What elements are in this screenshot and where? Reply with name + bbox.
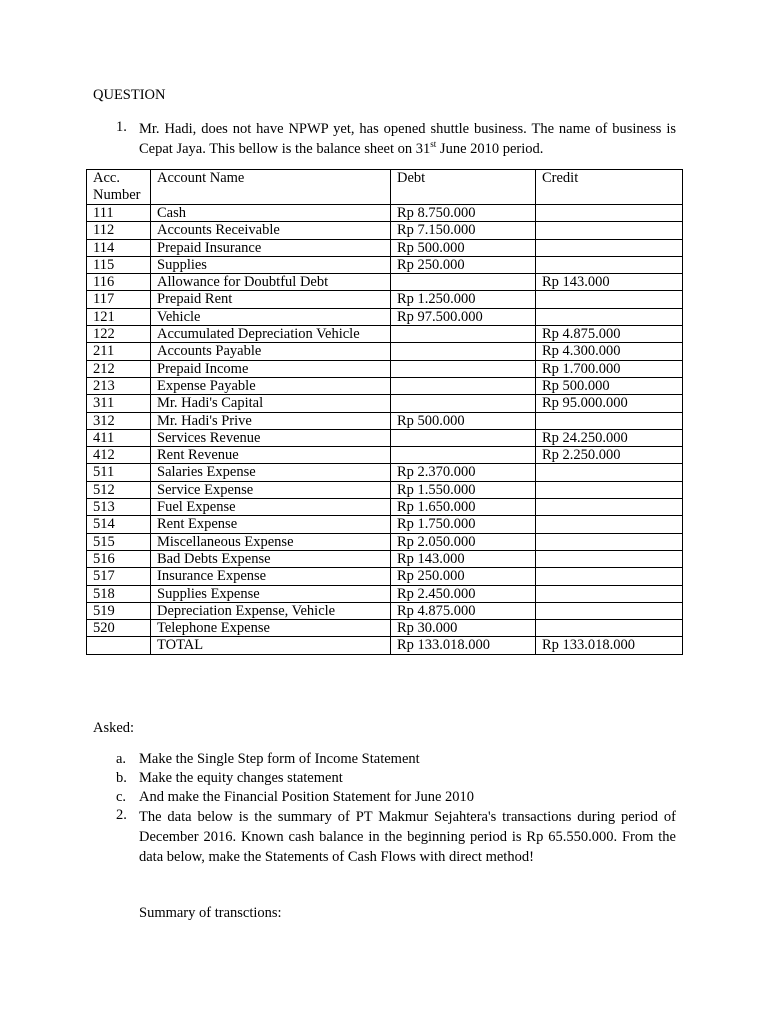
debt-cell: Rp 133.018.000 — [391, 637, 536, 654]
table-row — [87, 602, 683, 619]
debt-cell: Rp 1.650.000 — [391, 499, 536, 516]
debt-cell — [391, 274, 536, 291]
account-name-cell: Rent Revenue — [151, 447, 391, 464]
table-row — [87, 585, 683, 602]
header-credit: Credit — [536, 170, 683, 205]
question-1-number: 1. — [116, 119, 127, 135]
credit-cell — [536, 481, 683, 498]
acc-number-cell: 211 — [87, 343, 151, 360]
acc-number-cell: 115 — [87, 256, 151, 273]
account-name-cell: Vehicle — [151, 308, 391, 325]
acc-number-cell: 412 — [87, 447, 151, 464]
debt-cell: Rp 4.875.000 — [391, 602, 536, 619]
account-name-cell: Miscellaneous Expense — [151, 533, 391, 550]
asked-item-b: b. Make the equity changes statement — [116, 770, 343, 786]
question-1-text: Mr. Hadi, does not have NPWP yet, has opened shuttle business. The name of business is Cepat Jaya. This bellow is the balance sheet on 31st June 2010 period. — [139, 121, 676, 157]
acc-number-cell: 515 — [87, 533, 151, 550]
credit-cell: Rp 143.000 — [536, 274, 683, 291]
account-name-cell: Mr. Hadi's Prive — [151, 412, 391, 429]
acc-number-cell: 117 — [87, 291, 151, 308]
account-name-cell: Services Revenue — [151, 429, 391, 446]
debt-cell: Rp 143.000 — [391, 550, 536, 567]
acc-number-cell: 514 — [87, 516, 151, 533]
account-name-cell: Supplies Expense — [151, 585, 391, 602]
credit-cell — [536, 291, 683, 308]
acc-number-cell: 518 — [87, 585, 151, 602]
credit-cell — [536, 585, 683, 602]
table-row — [87, 620, 683, 637]
table-row — [87, 326, 683, 343]
account-name-cell: Depreciation Expense, Vehicle — [151, 602, 391, 619]
debt-cell — [391, 447, 536, 464]
table-row — [87, 464, 683, 481]
table-row — [87, 343, 683, 360]
asked-item-a: a. Make the Single Step form of Income Statement — [116, 751, 420, 767]
acc-number-cell — [87, 637, 151, 654]
debt-cell: Rp 8.750.000 — [391, 205, 536, 222]
debt-cell: Rp 250.000 — [391, 568, 536, 585]
acc-number-cell: 513 — [87, 499, 151, 516]
table-row — [87, 274, 683, 291]
asked-label: Asked: — [93, 720, 135, 736]
debt-cell — [391, 343, 536, 360]
table-row — [87, 256, 683, 273]
debt-cell: Rp 1.550.000 — [391, 481, 536, 498]
credit-cell — [536, 205, 683, 222]
acc-number-cell: 311 — [87, 395, 151, 412]
table-row — [87, 205, 683, 222]
credit-cell — [536, 602, 683, 619]
acc-number-cell: 213 — [87, 377, 151, 394]
question-1 — [116, 119, 676, 159]
debt-cell: Rp 500.000 — [391, 412, 536, 429]
trial-balance-table — [86, 169, 683, 655]
account-name-cell: TOTAL — [151, 637, 391, 654]
credit-cell: Rp 24.250.000 — [536, 429, 683, 446]
acc-number-cell: 512 — [87, 481, 151, 498]
account-name-cell: Fuel Expense — [151, 499, 391, 516]
acc-number-cell: 114 — [87, 239, 151, 256]
table-row — [87, 516, 683, 533]
summary-label: Summary of transctions: — [139, 905, 282, 921]
account-name-cell: Prepaid Income — [151, 360, 391, 377]
table-row — [87, 239, 683, 256]
account-name-cell: Allowance for Doubtful Debt — [151, 274, 391, 291]
account-name-cell: Prepaid Insurance — [151, 239, 391, 256]
acc-number-cell: 212 — [87, 360, 151, 377]
table-row — [87, 308, 683, 325]
question-2-text: The data below is the summary of PT Makmur Sejahtera's transactions during period of December 2016. Known cash balance in the beginning period is Rp 65.550.000. From the data below, make the Statements of Cash Flows with direct method! — [139, 809, 676, 865]
acc-number-cell: 112 — [87, 222, 151, 239]
credit-cell — [536, 550, 683, 567]
debt-cell: Rp 2.050.000 — [391, 533, 536, 550]
table-row — [87, 360, 683, 377]
acc-number-cell: 122 — [87, 326, 151, 343]
account-name-cell: Rent Expense — [151, 516, 391, 533]
account-name-cell: Bad Debts Expense — [151, 550, 391, 567]
acc-number-cell: 517 — [87, 568, 151, 585]
acc-number-cell: 116 — [87, 274, 151, 291]
date-superscript: st — [430, 139, 437, 149]
account-name-cell: Accounts Receivable — [151, 222, 391, 239]
table-row — [87, 395, 683, 412]
credit-cell: Rp 4.300.000 — [536, 343, 683, 360]
account-name-cell: Supplies — [151, 256, 391, 273]
credit-cell — [536, 516, 683, 533]
debt-cell: Rp 7.150.000 — [391, 222, 536, 239]
debt-cell — [391, 326, 536, 343]
table-header-row — [87, 170, 683, 205]
debt-cell: Rp 250.000 — [391, 256, 536, 273]
credit-cell: Rp 133.018.000 — [536, 637, 683, 654]
debt-cell — [391, 429, 536, 446]
credit-cell: Rp 95.000.000 — [536, 395, 683, 412]
account-name-cell: Salaries Expense — [151, 464, 391, 481]
account-name-cell: Accounts Payable — [151, 343, 391, 360]
header-debt: Debt — [391, 170, 536, 205]
debt-cell — [391, 360, 536, 377]
debt-cell: Rp 2.370.000 — [391, 464, 536, 481]
credit-cell — [536, 222, 683, 239]
table-row — [87, 447, 683, 464]
page-heading: QUESTION — [93, 87, 166, 103]
account-name-cell: Accumulated Depreciation Vehicle — [151, 326, 391, 343]
table-row — [87, 568, 683, 585]
acc-number-cell: 121 — [87, 308, 151, 325]
account-name-cell: Cash — [151, 205, 391, 222]
table-row — [87, 499, 683, 516]
credit-cell — [536, 499, 683, 516]
header-acc-number: Acc. Number — [87, 170, 151, 205]
debt-cell: Rp 1.250.000 — [391, 291, 536, 308]
credit-cell: Rp 1.700.000 — [536, 360, 683, 377]
credit-cell — [536, 620, 683, 637]
debt-cell — [391, 395, 536, 412]
credit-cell — [536, 568, 683, 585]
debt-cell — [391, 377, 536, 394]
table-row — [87, 291, 683, 308]
account-name-cell: Expense Payable — [151, 377, 391, 394]
credit-cell — [536, 239, 683, 256]
table-row — [87, 637, 683, 654]
table-row — [87, 377, 683, 394]
question-2 — [116, 807, 676, 867]
acc-number-cell: 519 — [87, 602, 151, 619]
table-row — [87, 222, 683, 239]
acc-number-cell: 312 — [87, 412, 151, 429]
debt-cell: Rp 500.000 — [391, 239, 536, 256]
account-name-cell: Insurance Expense — [151, 568, 391, 585]
table-row — [87, 550, 683, 567]
account-name-cell: Telephone Expense — [151, 620, 391, 637]
debt-cell: Rp 2.450.000 — [391, 585, 536, 602]
acc-number-cell: 111 — [87, 205, 151, 222]
account-name-cell: Prepaid Rent — [151, 291, 391, 308]
credit-cell: Rp 4.875.000 — [536, 326, 683, 343]
credit-cell: Rp 2.250.000 — [536, 447, 683, 464]
debt-cell: Rp 30.000 — [391, 620, 536, 637]
table-row — [87, 412, 683, 429]
header-account-name: Account Name — [151, 170, 391, 205]
debt-cell: Rp 97.500.000 — [391, 308, 536, 325]
credit-cell — [536, 464, 683, 481]
table-row — [87, 533, 683, 550]
acc-number-cell: 520 — [87, 620, 151, 637]
credit-cell: Rp 500.000 — [536, 377, 683, 394]
credit-cell — [536, 308, 683, 325]
acc-number-cell: 411 — [87, 429, 151, 446]
table-row — [87, 429, 683, 446]
debt-cell: Rp 1.750.000 — [391, 516, 536, 533]
asked-item-c: c. And make the Financial Position Statement for June 2010 — [116, 789, 475, 805]
credit-cell — [536, 256, 683, 273]
acc-number-cell: 511 — [87, 464, 151, 481]
acc-number-cell: 516 — [87, 550, 151, 567]
account-name-cell: Mr. Hadi's Capital — [151, 395, 391, 412]
table-row — [87, 481, 683, 498]
account-name-cell: Service Expense — [151, 481, 391, 498]
question-2-number: 2. — [116, 807, 127, 823]
credit-cell — [536, 533, 683, 550]
credit-cell — [536, 412, 683, 429]
